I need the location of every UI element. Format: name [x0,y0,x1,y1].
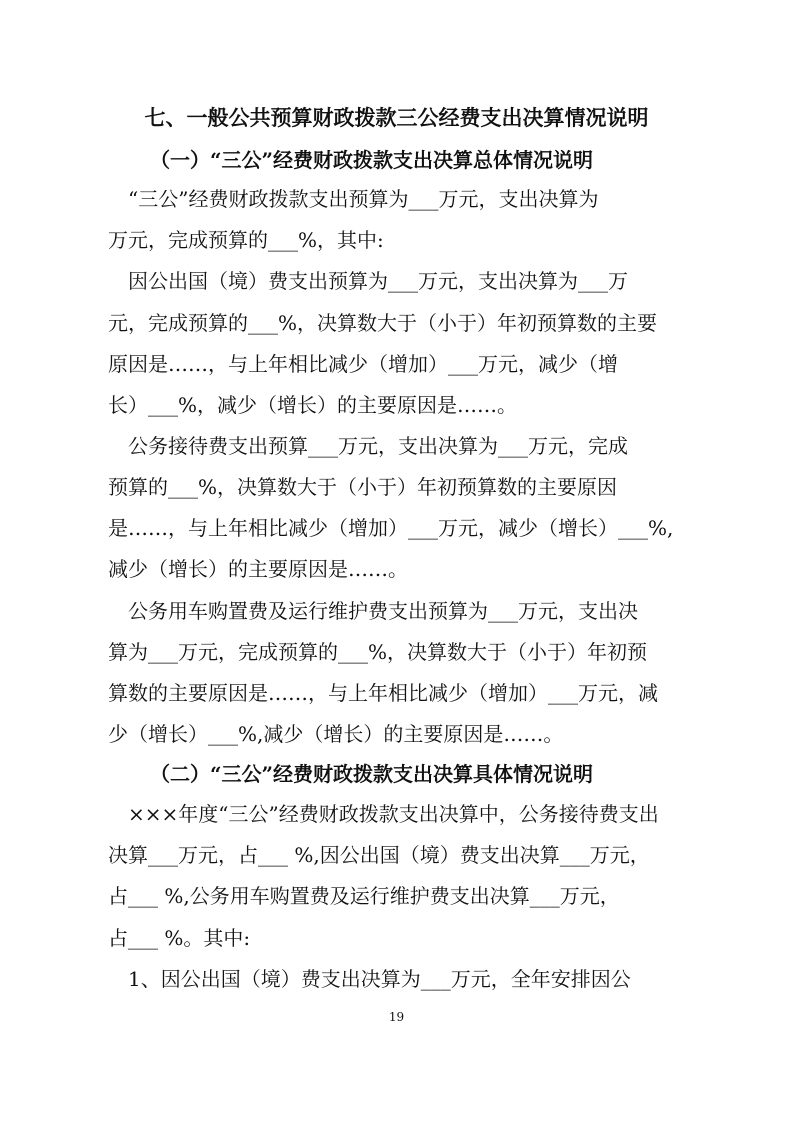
page-number: 19 [388,1010,405,1024]
paragraph-line: 公务接待费支出预算___万元，支出决算为___万元，完成 [108,434,628,458]
paragraph-line: 算数的主要原因是……，与上年相比减少（增加）___万元，减 [108,681,658,705]
section-heading-2: （二）“三公”经费财政拨款支出决算具体情况说明 [150,762,594,786]
paragraph-line: 是……，与上年相比减少（增加）___万元，减少（增长）___%, [108,516,674,540]
paragraph-line: “三公”经费财政拨款支出预算为___万元，支出决算为 [108,187,599,211]
paragraph-line: 少（增长）___%,减少（增长）的主要原因是……。 [108,722,564,746]
paragraph-line: 因公出国（境）费支出预算为___万元，支出决算为___万 [108,269,628,293]
page-title: 七、一般公共预算财政拨款三公经费支出决算情况说明 [144,105,649,130]
paragraph-line: 元，完成预算的___%，决算数大于（小于）年初预算数的主要 [108,311,658,335]
paragraph-line: 决算___万元，占___ %,因公出国（境）费支出决算___万元， [108,843,650,867]
paragraph-line: 预算的___%，决算数大于（小于）年初预算数的主要原因 [108,475,618,499]
paragraph-line: ×××年度“三公”经费财政拨款支出决算中，公务接待费支出 [108,802,659,826]
paragraph-line: 1、因公出国（境）费支出决算为___万元，全年安排因公 [108,967,631,991]
paragraph-line: 占___ %。其中: [108,926,251,950]
paragraph-line: 占___ %,公务用车购置费及运行维护费支出决算___万元， [108,884,620,908]
paragraph-line: 减少（增长）的主要原因是……。 [108,557,408,581]
paragraph-line: 万元，完成预算的___%，其中: [108,228,384,252]
paragraph-line: 算为___万元，完成预算的___%，决算数大于（小于）年初预 [108,640,648,664]
section-heading-1: （一）“三公”经费财政拨款支出决算总体情况说明 [150,148,594,172]
paragraph-line: 原因是……，与上年相比减少（增加）___万元，减少（增 [108,352,618,376]
paragraph-line: 公务用车购置费及运行维护费支出预算为___万元，支出决 [108,599,638,623]
paragraph-line: 长）___%，减少（增长）的主要原因是……。 [108,393,518,417]
